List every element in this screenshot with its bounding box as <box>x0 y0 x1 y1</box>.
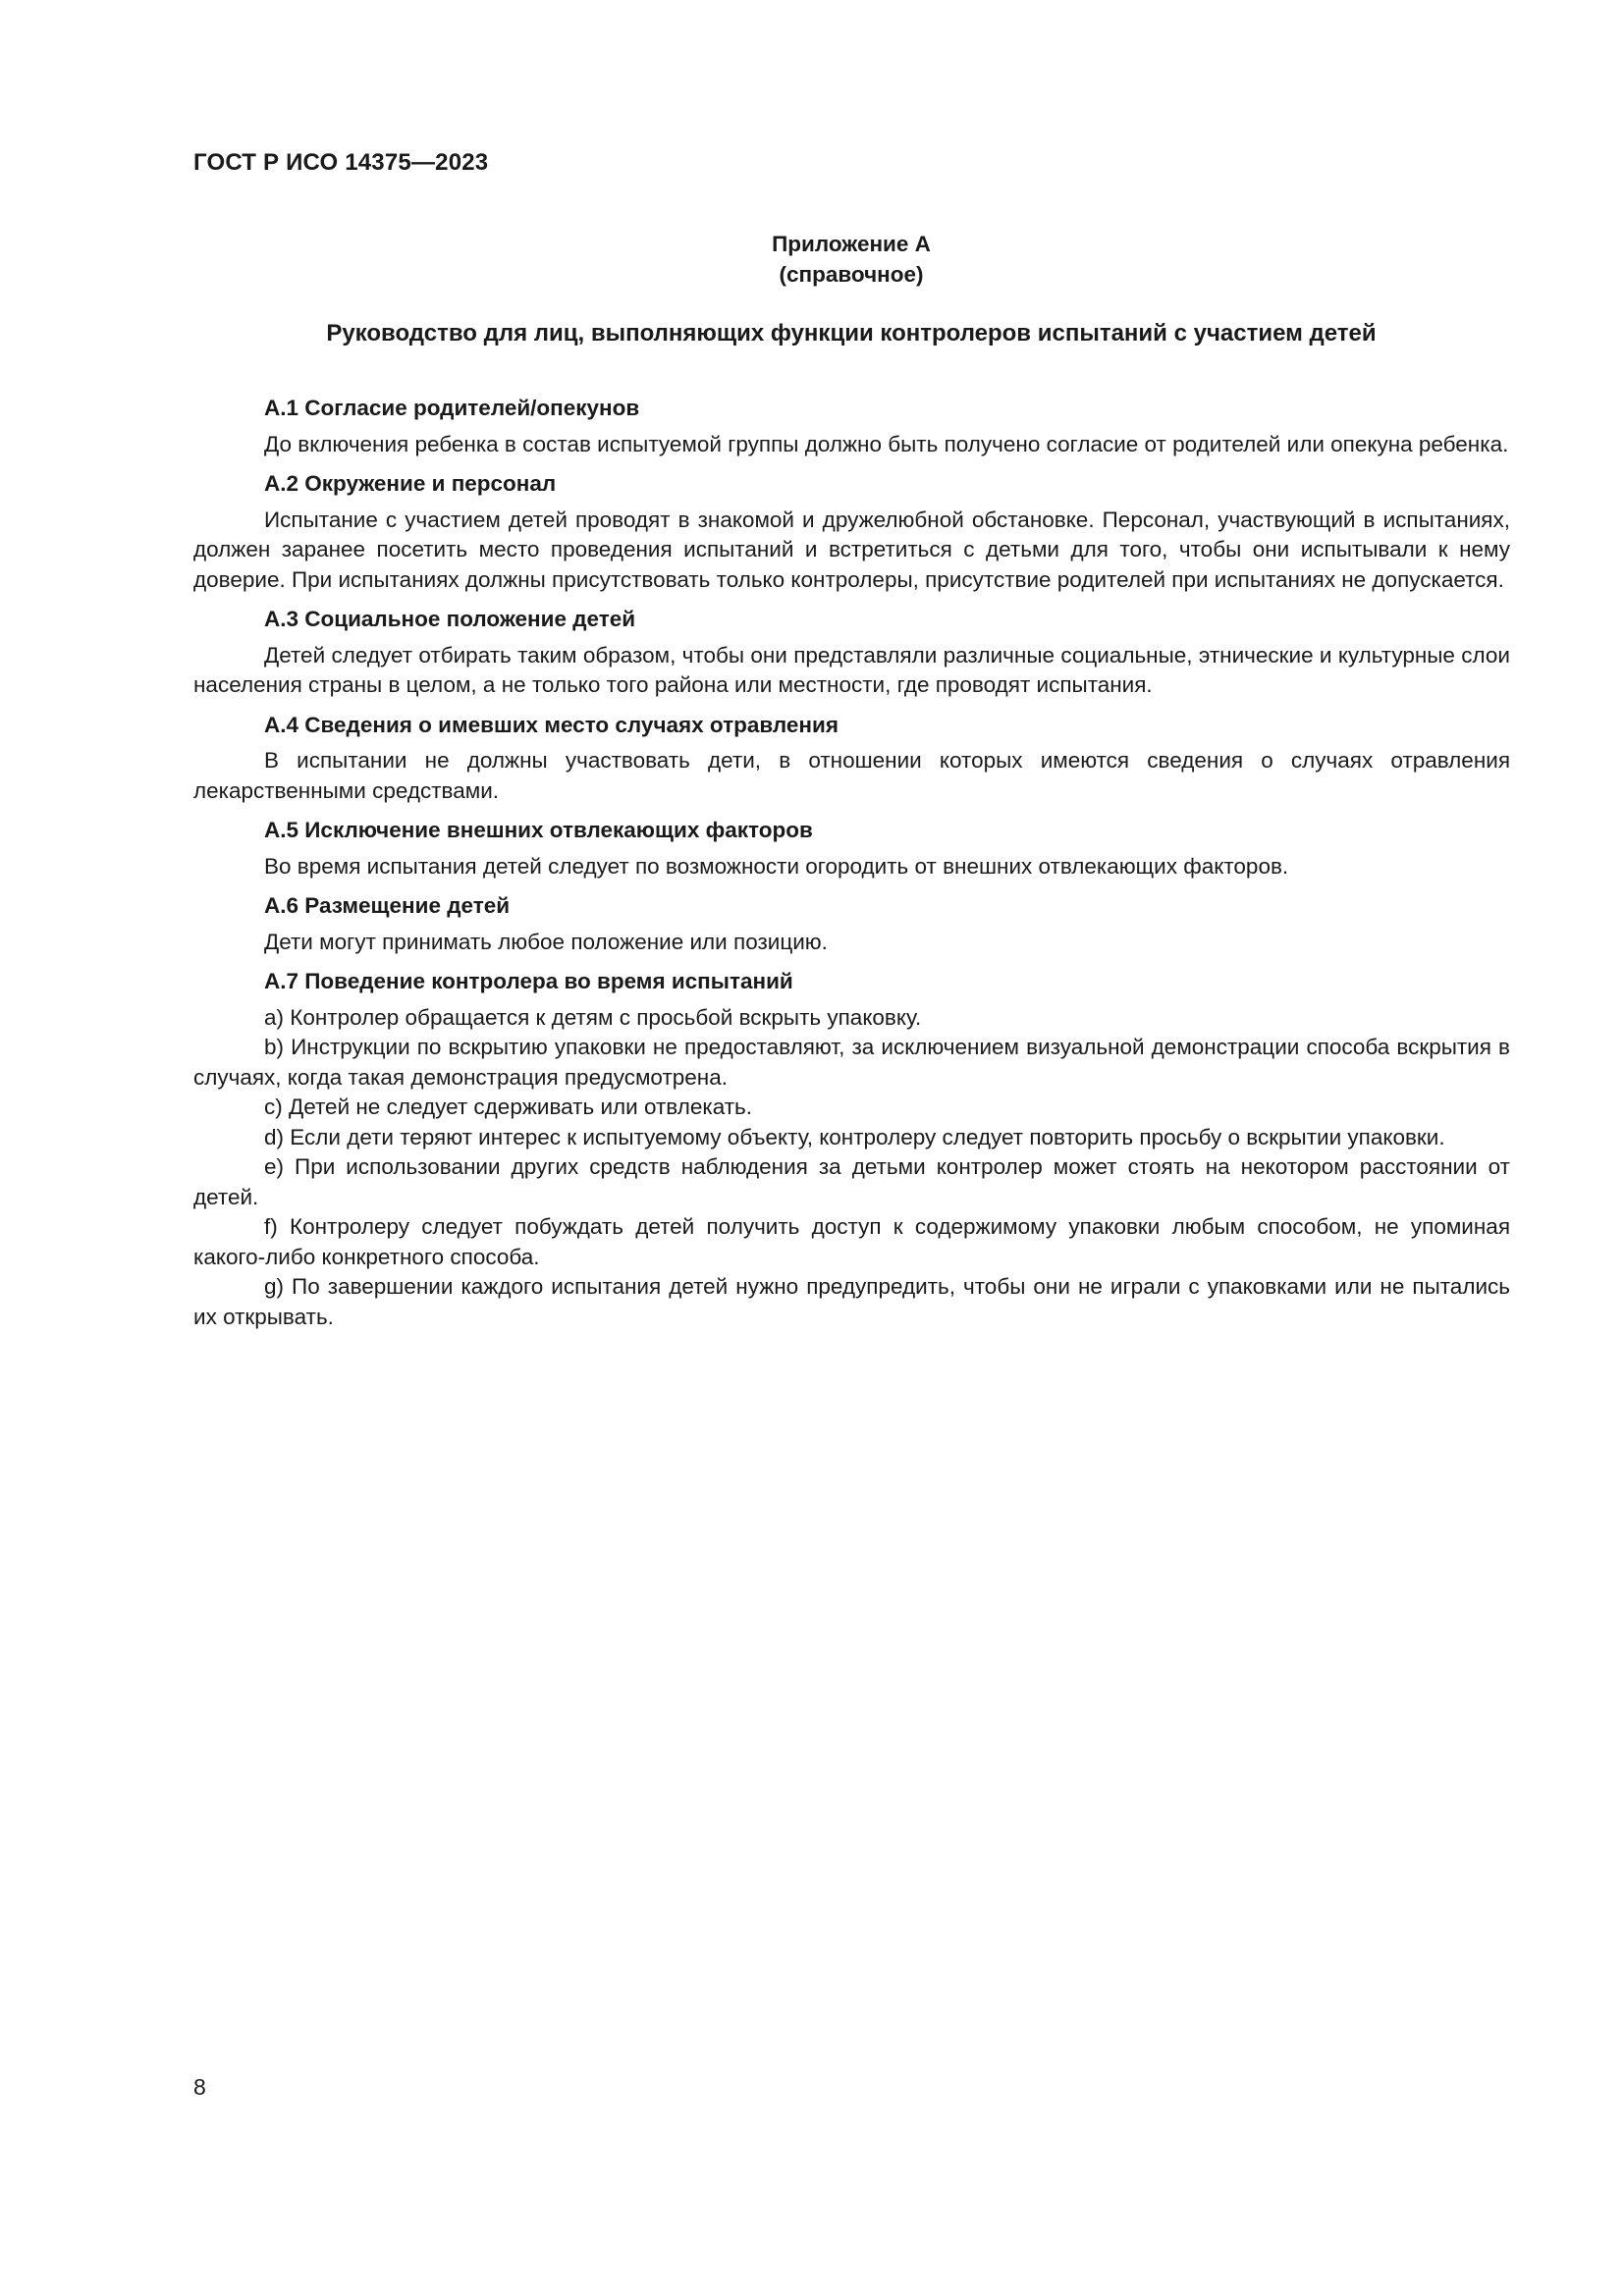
section-title: А.4 Сведения о имевших место случаях отравления <box>264 712 839 737</box>
annex-heading: Руководство для лиц, выполняющих функции контролеров испытаний с участием детей <box>326 320 1377 347</box>
list-item: c) Детей не следует сдерживать или отвлекать. <box>264 1095 752 1119</box>
document-code: ГОСТ Р ИСО 14375—2023 <box>193 149 489 176</box>
section-a7 <box>193 967 1510 1332</box>
page-number: 8 <box>193 2074 206 2100</box>
annex-label: Приложение А <box>772 232 931 256</box>
list-item: g) По завершении каждого испытания детей нужно предупредить, чтобы они не играли с упаковками или не пытались их открывать. <box>193 1274 1510 1329</box>
section-title: А.2 Окружение и персонал <box>264 471 557 496</box>
section-a2 <box>193 469 1510 595</box>
list-item: a) Контролер обращается к детям с просьбой вскрыть упаковку. <box>264 1004 922 1030</box>
section-paragraph: В испытании не должны участвовать дети, в отношении которых имеются сведения о случаях отравления лекарственными средствами. <box>193 748 1510 803</box>
section-paragraph: Во время испытания детей следует по возможности огородить от внешних отвлекающих факторов. <box>264 853 1289 879</box>
annex-status: (справочное) <box>779 262 924 287</box>
section-title: А.1 Согласие родителей/опекунов <box>264 396 640 420</box>
section-a6 <box>193 891 1510 957</box>
section-paragraph: Дети могут принимать любое положение или позицию. <box>264 929 828 954</box>
section-title: А.7 Поведение контролера во время испытаний <box>264 969 793 993</box>
section-paragraph: Детей следует отбирать таким образом, чтобы они представляли различные социальные, этнические и культурные слои населения страны в целом, а не только того района или местности, где проводят испытания. <box>193 642 1510 697</box>
section-paragraph: Испытание с участием детей проводят в знакомой и дружелюбной обстановке. Персонал, участвующий в испытаниях, должен заранее посетить место проведения испытаний и встретиться с детьми для того, чтобы они испытывали к нему доверие. При испытаниях должны присутствовать только контролеры, присутствие родителей при испытаниях не допускается. <box>193 507 1510 592</box>
section-paragraph: До включения ребенка в состав испытуемой группы должно быть получено согласие от родителей или опекуна ребенка. <box>264 431 1509 456</box>
list-item: f) Контролеру следует побуждать детей получить доступ к содержимому упаковки любым способом, не упоминая какого-либо конкретного способа. <box>193 1214 1510 1269</box>
list-item: d) Если дети теряют интерес к испытуемому объекту, контролеру следует повторить просьбу о вскрытии упаковки. <box>264 1124 1445 1149</box>
section-a5 <box>193 816 1510 881</box>
section-title: А.6 Размещение детей <box>264 893 511 918</box>
section-a3 <box>193 605 1510 701</box>
list-item: e) При использовании других средств наблюдения за детьми контролер может стоять на некотором расстоянии от детей. <box>193 1154 1510 1209</box>
section-title: А.3 Социальное положение детей <box>264 607 636 631</box>
list-item: b) Инструкции по вскрытию упаковки не предоставляют, за исключением визуальной демонстрации способа вскрытия в случаях, когда такая демонстрация предусмотрена. <box>193 1035 1510 1090</box>
annex-content <box>193 394 1510 1342</box>
section-title: А.5 Исключение внешних отвлекающих факторов <box>264 818 813 842</box>
section-a4 <box>193 711 1510 807</box>
annex-title <box>193 229 1509 290</box>
section-a1 <box>193 394 1510 459</box>
